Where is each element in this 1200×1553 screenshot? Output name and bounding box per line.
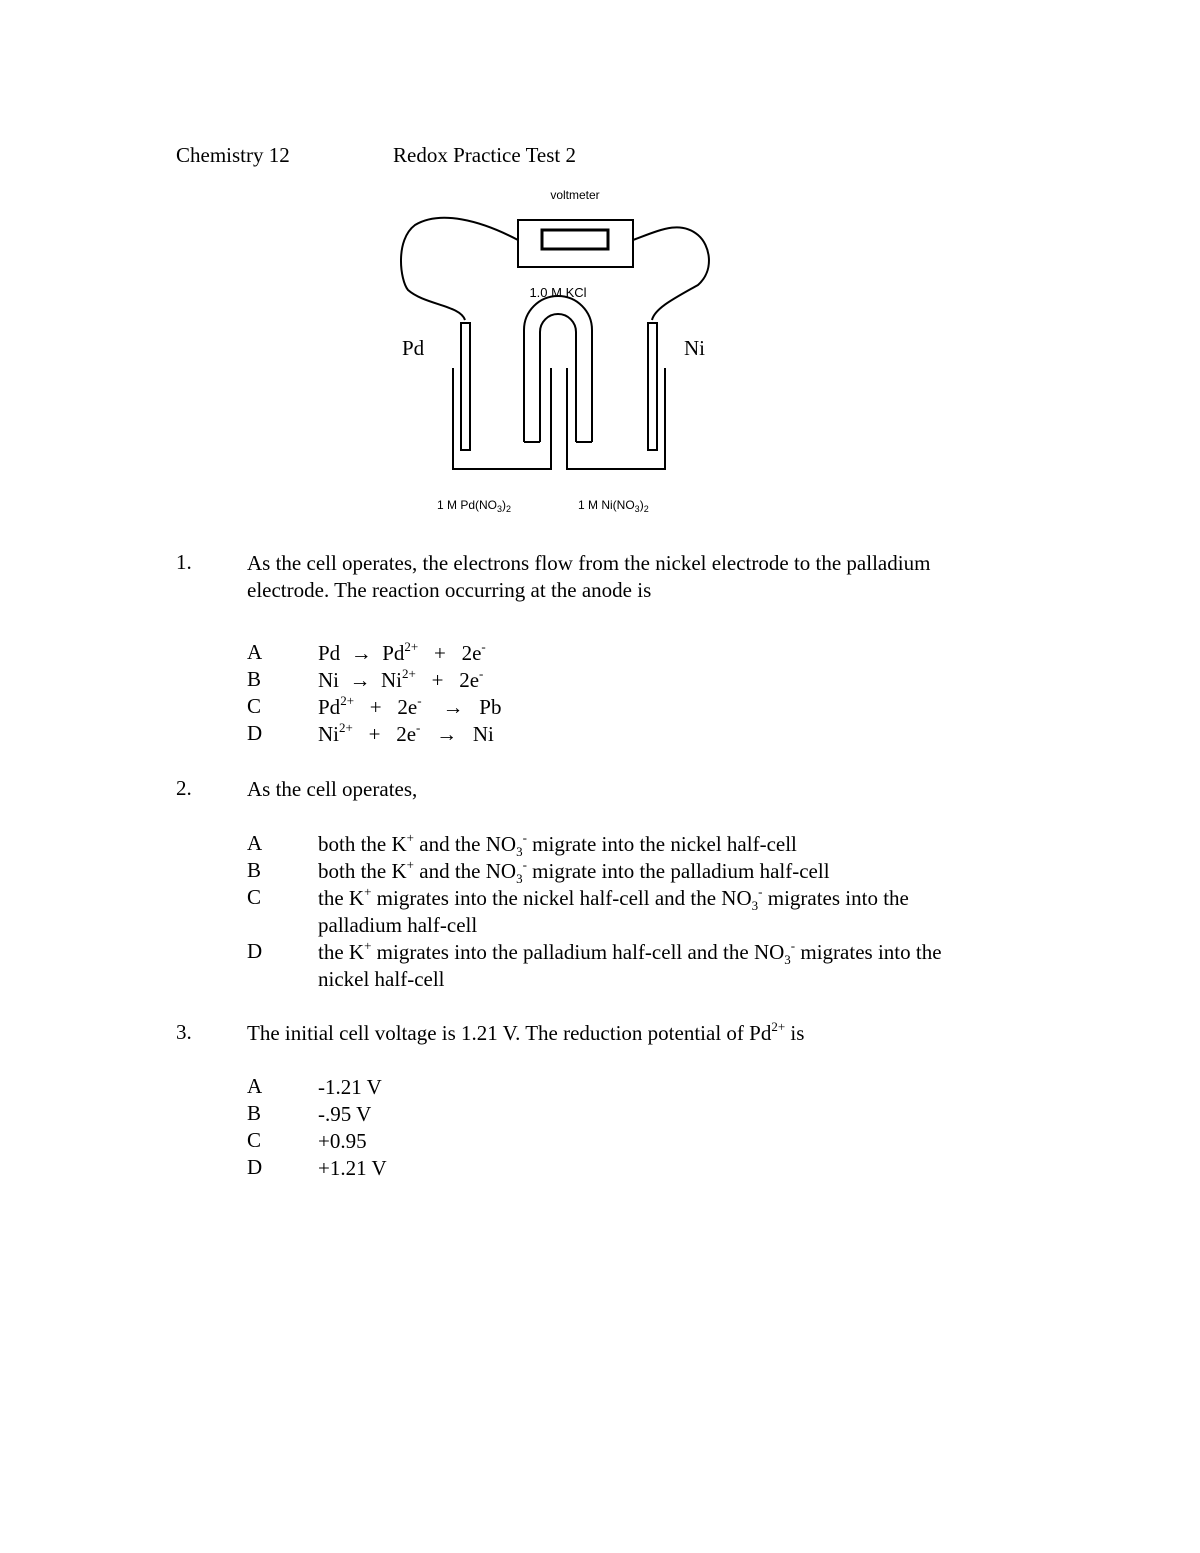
option-letter: C [247, 1128, 262, 1152]
test-title: Redox Practice Test 2 [393, 143, 577, 167]
question-2-option-b: both the K+ and the $NO_3^-$ migrate into the palladium half-cell [318, 857, 830, 886]
question-2-option-c-line-2: palladium half-cell [318, 913, 478, 937]
question-3-option-a: -1.21 V [318, 1075, 382, 1099]
ni-electrode [648, 323, 657, 450]
option-letter: A [247, 831, 263, 855]
pd-electrode [461, 323, 470, 450]
left-solution-label: 1 M $Pd(NO_3)_2$ [437, 498, 512, 514]
right-solution-label: 1 M $Ni(NO_3)_2$ [578, 498, 649, 514]
option-letter: B [247, 858, 262, 882]
question-3-option-b: -.95 V [318, 1102, 372, 1126]
question-3-option-d: +1.21 V [318, 1156, 387, 1180]
option-letter: D [247, 721, 263, 745]
left-beaker [453, 368, 551, 469]
question-number: 3. [176, 1020, 192, 1044]
question-2-option-a: both the K+ and the $NO_3^-$ migrate into the nickel half-cell [318, 830, 797, 859]
left-wire [401, 218, 518, 320]
salt-bridge-outer [524, 296, 592, 442]
option-letter: C [247, 885, 262, 909]
voltmeter-box [518, 220, 633, 267]
option-letter: B [247, 667, 262, 691]
question-2-text: As the cell operates, [247, 777, 418, 801]
question-1-option-d: $Ni^{2+}$ + 2e- → Ni [318, 720, 494, 746]
voltmeter-display [542, 230, 608, 249]
salt-bridge-inner [540, 314, 576, 442]
salt-bridge-label: 1.0 M KCl [529, 285, 587, 300]
right-wire [633, 227, 709, 320]
question-3-option-c: +0.95 [318, 1129, 367, 1153]
option-letter: B [247, 1101, 262, 1125]
electrochemical-cell-diagram [380, 180, 740, 520]
voltmeter-label: voltmeter [550, 188, 600, 202]
question-2-option-d-line-2: nickel half-cell [318, 967, 445, 991]
option-letter: A [247, 1074, 263, 1098]
question-1-option-a: $Pd \to Pd^{2+}$ + 2e- [318, 639, 486, 665]
question-2-option-c: the K+ migrates into the nickel half-cell and the $NO_3^-$ migrates into the [318, 884, 909, 913]
question-1-option-b: $Ni \to Ni^{2+}$ + 2e- [318, 666, 484, 692]
question-number: 1. [176, 550, 192, 574]
question-2-option-d: the K+ migrates into the palladium half-cell and the $NO_3^-$ migrates into the [318, 938, 942, 967]
question-1-line-1: As the cell operates, the electrons flow from the nickel electrode to the palladium [247, 551, 931, 575]
question-number: 2. [176, 776, 192, 800]
question-3-text: The initial cell voltage is 1.21 V. The reduction potential of $Pd^{2+}$ is [247, 1019, 805, 1045]
question-1-option-c: $Pd^{2+}$ + 2e- → Pb [318, 693, 502, 719]
course-name: Chemistry 12 [176, 143, 290, 167]
option-letter: A [247, 640, 263, 664]
ni-electrode-label: Ni [684, 336, 705, 360]
question-1-line-2: electrode. The reaction occurring at the anode is [247, 578, 652, 602]
right-beaker [567, 368, 665, 469]
option-letter: C [247, 694, 262, 718]
pd-electrode-label: Pd [402, 336, 425, 360]
option-letter: D [247, 1155, 263, 1179]
option-letter: D [247, 939, 263, 963]
